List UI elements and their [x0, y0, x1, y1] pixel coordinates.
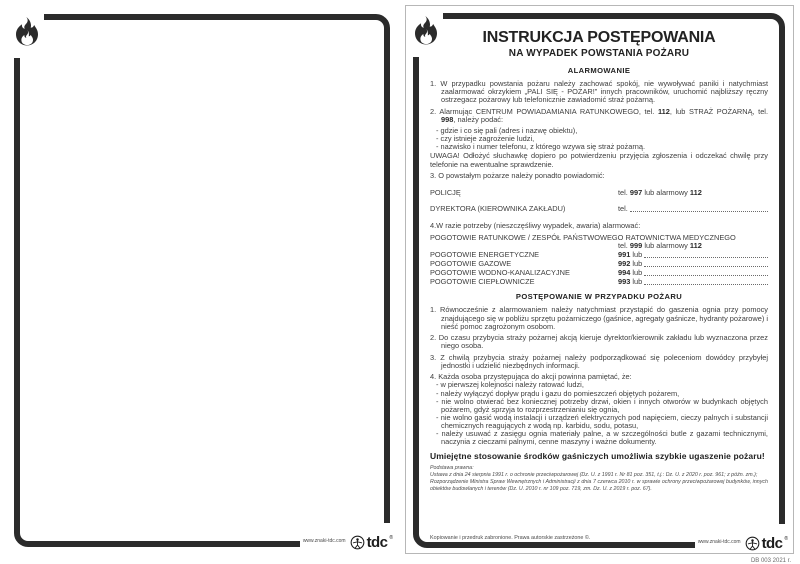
emergency-row [430, 278, 768, 286]
contact-row-police [430, 189, 768, 197]
legal-intro: Podstawa prawna: [430, 465, 474, 472]
emergency-label: POGOTOWIE CIEPŁOWNICZE [430, 277, 535, 287]
registered-mark: ® [389, 534, 393, 541]
website-url: www.znaki-tdc.com [302, 537, 346, 544]
contact-label: DYREKTORA (KIEROWNIKA ZAKŁADU) [430, 204, 566, 214]
procedure-item-4: 4. Każda osoba przystępująca do akcji powinna pamiętać, że: [430, 372, 632, 382]
legal-line: Rozporządzenie Ministra Spraw Wewnętrznych i Administracji z dnia 7 czerwca 2010 r. w sprawie ochrony przeciwpożarowej budynków, innych obiektów budowlanych i terenów (Dz. U. 2010 r. nr 109 poz. 719, zm. Dz. U. z 2019 r. poz. 67). [430, 479, 768, 493]
alarm-item-4: 4.W razie potrzeby (nieszczęśliwy wypadek, awaria) alarmować: [430, 220, 641, 230]
emergency-phone: 993 lub [618, 277, 643, 287]
blank-board [4, 4, 396, 552]
procedure-item-4-bullet: - w pierwszej kolejności należy ratować ludzi, [436, 380, 584, 390]
procedure-item-3: 3. Z chwilą przybycia straży pożarnej należy podporządkować się poleceniom dowódcy przybyłej jednostki i udzielić niezbędnych informacji. [430, 352, 768, 370]
alarm-item-2-bullet: - gdzie i co się pali (adres i nazwę obiektu), [436, 126, 578, 136]
emergency-phone: 994 lub [618, 268, 643, 278]
dotted-fill-line [644, 284, 768, 285]
procedure-item-4-bullet: - nie wolno otwierać bez koniecznej potrzeby drzwi, okien i innych otworów w budynkach objętych pożarem, gdyż sprzyja to rozprzestrzenianiu się ognia, [436, 396, 768, 414]
emergency-medical-label: POGOTOWIE RATUNKOWE / ZESPÓŁ PAŃSTWOWEGO RATOWNICTWA MEDYCZNEGO [430, 232, 736, 242]
alarm-warning: UWAGA! Odłożyć słuchawkę dopiero po potwierdzeniu przyjęcia zgłoszenia i odczekać chwilę przy telefonie na ewentualne sprawdzenie. [430, 151, 768, 169]
emergency-phone: 991 lub [618, 249, 643, 259]
emergency-phone: tel. 999 lub alarmowy 112 [618, 240, 702, 250]
emergency-label: POGOTOWIE WODNO-KANALIZACYJNE [430, 268, 570, 278]
legal-line: Ustawa z dnia 24 sierpnia 1991 r. o ochronie przeciwpożarowej (Dz. U. z 1991 r. Nr 81 poz. 351, t.j.: Dz. U. z 2020 r. poz. 961; z późn. zm.); [430, 472, 758, 479]
instruction-content [419, 19, 779, 542]
emergency-row [430, 251, 768, 259]
procedure-item-4-bullet: - należy usuwać z zasięgu ognia materiały palne, a w szczególności butle z gazami technicznymi, naczynia z cieczami palnymi, cenne maszyny i ważne dokumenty. [436, 428, 768, 446]
tdc-logo [300, 535, 393, 550]
tdc-logo [695, 536, 788, 551]
emergency-phone: 992 lub [618, 259, 643, 269]
contact-label: POLICJĘ [430, 187, 461, 197]
instruction-board-frame [413, 13, 788, 552]
contact-phone: tel. [618, 204, 628, 214]
dotted-fill-line [630, 211, 768, 212]
emergency-row [430, 260, 768, 268]
copyright-notice: Kopiowanie i przedruk zabronione. Prawa autorskie zastrzeżone ©. [430, 535, 591, 541]
highlight-line: Umiejętne stosowanie środków gaśniczych umożliwia szybkie ugaszenie pożaru! [430, 450, 765, 461]
section-header-postepowanie: POSTĘPOWANIE W PRZYPADKU POŻARU [515, 292, 683, 302]
alarm-item-2-bullet: - nazwisko i numer telefonu, z którego wzywa się straż pożarną. [436, 142, 646, 152]
emergency-label: POGOTOWIE ENERGETYCZNE [430, 249, 540, 259]
website-url: www.znaki-tdc.com [697, 538, 741, 545]
tdc-man-icon [350, 535, 365, 550]
document-code: DB 003 2021 r. [750, 558, 791, 564]
emergency-medical-phone-row [430, 242, 768, 250]
flame-icon [14, 17, 40, 49]
procedure-item-4-bullet: - nie wolno gasić wodą instalacji i urządzeń elektrycznych pod napięciem, cieczy palnych i substancji chemicznych reagujących z wodą np. karbidu, sodu, potasu, [436, 412, 768, 430]
alarm-item-3: 3. O powstałym pożarze należy ponadto powiadomić: [430, 171, 605, 181]
blank-board-frame [14, 14, 393, 551]
procedure-item-4-bullet: - należy wyłączyć dopływ prądu i gazu do pomieszczeń objętych pożarem, [436, 388, 680, 398]
dotted-fill-line [644, 257, 768, 258]
dotted-fill-line [644, 275, 768, 276]
alarm-item-2-bullet: - czy istnieje zagrożenie ludzi, [436, 134, 535, 144]
page-title: INSTRUKCJA POSTĘPOWANIA [482, 29, 716, 46]
instruction-board [405, 5, 794, 554]
dotted-fill-line [644, 266, 768, 267]
page-subtitle: NA WYPADEK POWSTANIA POŻARU [508, 47, 690, 59]
emergency-row [430, 269, 768, 277]
emergency-label: POGOTOWIE GAZOWE [430, 259, 512, 269]
alarm-item-2: 2. Alarmując CENTRUM POWIADAMIANIA RATUNKOWEGO, tel. 112, lub STRAŻ POŻARNĄ, tel. 998, należy podać: [430, 106, 768, 124]
alarm-item-1: 1. W przypadku powstania pożaru należy zachować spokój, nie wywoływać paniki i natychmiast zaalarmować okrzykiem „PALI SIĘ - POŻAR!” innych pracowników, uruchomić najbliższy ręczny ostrzegacz pożarowy lub telefonicznie zawiadomić straż pożarną. [430, 78, 768, 105]
contact-phone: tel. 997 lub alarmowy 112 [618, 187, 702, 197]
tdc-man-icon [745, 536, 760, 551]
procedure-item-1: 1. Równocześnie z alarmowaniem należy natychmiast przystąpić do gaszenia ognia przy pomocy znajdującego się w pobliżu sprzętu pożarniczego (gaśnice, agregaty gaśnicze, hydranty pożarowe) i nieść pomoc zagrożonym osobom. [430, 305, 769, 331]
procedure-item-2: 2. Do czasu przybycia straży pożarnej akcją kieruje dyrektor/kierownik zakładu lub wyznaczona przez niego osoba. [430, 333, 768, 351]
legal-basis [430, 465, 768, 493]
tdc-wordmark: tdc [761, 535, 783, 552]
tdc-wordmark: tdc [366, 534, 388, 551]
contact-row-director [430, 205, 768, 213]
registered-mark: ® [784, 535, 788, 542]
section-header-alarmowanie: ALARMOWANIE [567, 65, 631, 75]
